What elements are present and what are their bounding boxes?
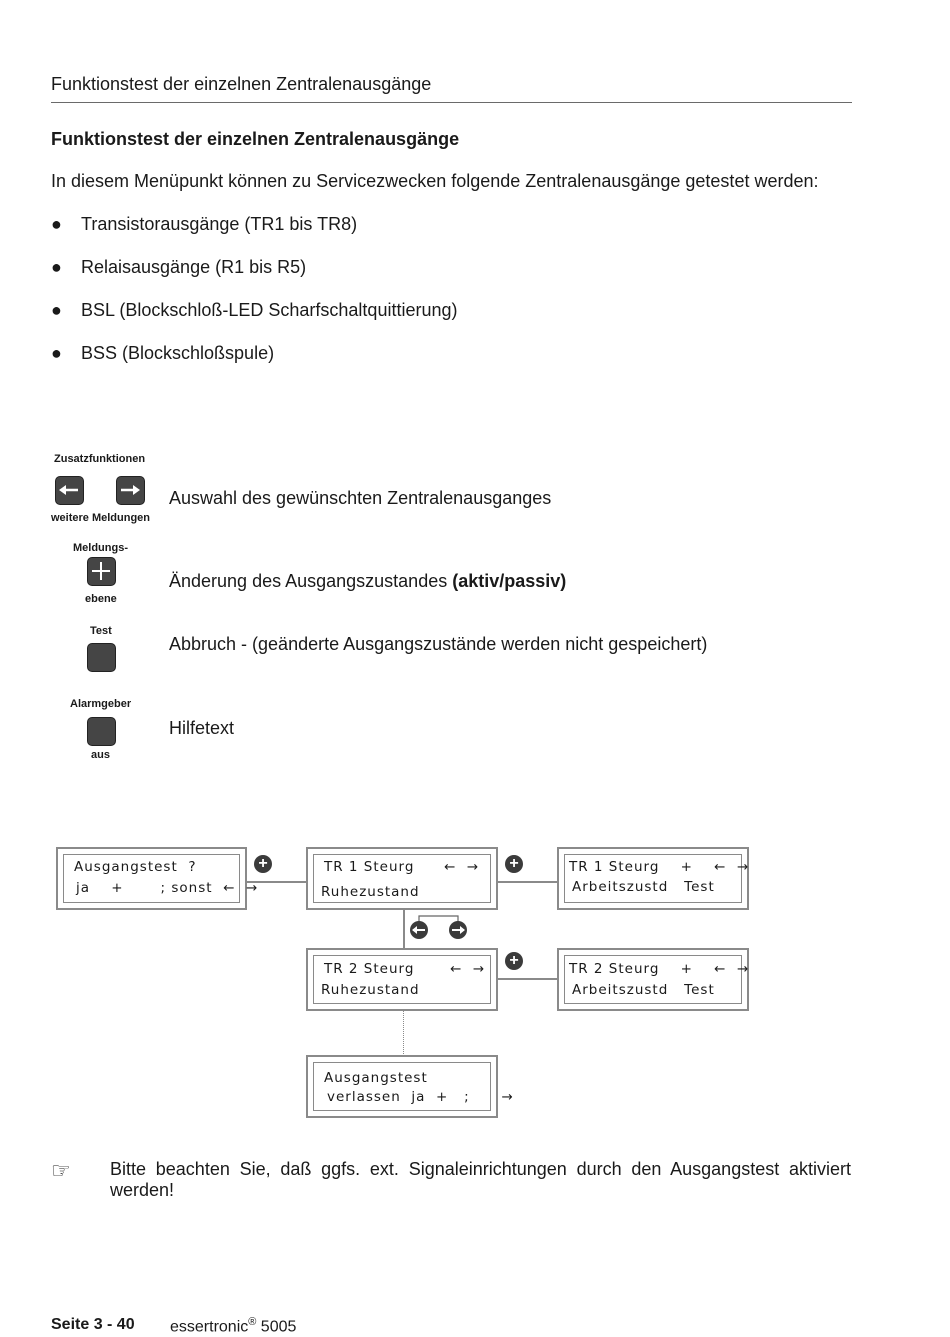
key-label-ebene: ebene xyxy=(85,593,117,605)
display-line: ja + ; sonst ← → xyxy=(76,880,259,896)
intro-text: In diesem Menüpunkt können zu Servicezwecken folgende Zentralenausgänge getestet werden: xyxy=(51,171,819,191)
arrow-keys-description: Auswahl des gewünschten Zentralenausganges xyxy=(169,488,552,508)
note-text: Bitte beachten Sie, daß ggfs. ext. Signaleinrichtungen durch den Ausgangstest aktiviert werden! xyxy=(110,1159,851,1200)
connector-line xyxy=(497,881,559,883)
display-tr2-ruhezustand xyxy=(306,948,498,1011)
dotted-connector xyxy=(403,1010,404,1056)
display-line: Arbeitszustd Test xyxy=(572,879,715,895)
connector-line xyxy=(403,908,405,950)
list-item: ● BSS (Blockschloßspule) xyxy=(51,343,275,363)
section-title: Funktionstest der einzelnen Zentralenausgänge xyxy=(51,129,460,149)
plus-key[interactable] xyxy=(87,557,116,586)
test-key[interactable] xyxy=(87,643,116,672)
display-line: ← → xyxy=(450,961,486,977)
display-line: Ausgangstest xyxy=(324,1070,428,1086)
display-line: Ausgangstest ? xyxy=(74,859,197,875)
key-label-meldungs: Meldungs- xyxy=(73,542,128,554)
display-line: Ruhezustand xyxy=(321,982,420,998)
display-tr1-ruhezustand xyxy=(306,847,498,910)
alarm-key-description: Hilfetext xyxy=(169,718,235,738)
key-label-alarmgeber: Alarmgeber xyxy=(70,698,132,710)
display-line: Ruhezustand xyxy=(321,884,420,900)
plus-circle-icon: + xyxy=(254,855,272,873)
running-header: Funktionstest der einzelnen Zentralenausgänge xyxy=(51,74,432,94)
arrow-keys-icon xyxy=(408,913,470,943)
page-number: Seite 3 - 40 xyxy=(51,1316,135,1333)
connector-line xyxy=(497,978,559,980)
key-label-weitere-meldungen: weitere Meldungen xyxy=(51,512,151,524)
plus-circle-icon: + xyxy=(505,952,523,970)
list-item: ● BSL (Blockschloß-LED Scharfschaltquittierung) xyxy=(51,300,458,320)
display-line: TR 1 Steurg + ← → xyxy=(569,859,750,875)
display-ausgangstest xyxy=(56,847,259,910)
test-key-description: Abbruch - (geänderte Ausgangszustände werden nicht gespeichert) xyxy=(169,634,708,654)
alarm-off-key[interactable] xyxy=(87,717,116,746)
product-name: essertronic® 5005 xyxy=(170,1316,297,1336)
list-item: ● Relaisausgänge (R1 bis R5) xyxy=(51,257,307,277)
key-label-aus: aus xyxy=(91,749,110,761)
display-line: TR 2 Steurg + ← → xyxy=(569,961,750,977)
left-arrow-key[interactable] xyxy=(55,476,84,505)
key-label-test: Test xyxy=(90,625,112,637)
display-line: verlassen ja + ; → xyxy=(327,1089,514,1105)
display-ausgangstest-verlassen xyxy=(306,1055,514,1118)
list-item: ● Transistorausgänge (TR1 bis TR8) xyxy=(51,214,358,234)
right-arrow-key[interactable] xyxy=(116,476,145,505)
display-tr2-arbeitszustand xyxy=(557,948,749,1011)
pointing-hand-icon: ☞ xyxy=(51,1158,71,1183)
display-line: TR 2 Steurg xyxy=(324,961,415,977)
display-line: TR 1 Steurg xyxy=(324,859,415,875)
display-line: Arbeitszustd Test xyxy=(572,982,715,998)
plus-circle-icon: + xyxy=(505,855,523,873)
plus-icon xyxy=(88,558,114,584)
arrow-left-icon xyxy=(56,477,82,503)
plus-key-description: Änderung des Ausgangszustandes (aktiv/passiv) xyxy=(169,571,567,591)
display-line: ← → xyxy=(444,859,480,875)
key-label-zusatzfunktionen: Zusatzfunktionen xyxy=(54,453,146,465)
header-rule xyxy=(51,102,852,103)
arrow-right-icon xyxy=(117,477,143,503)
display-tr1-arbeitszustand xyxy=(557,847,749,910)
